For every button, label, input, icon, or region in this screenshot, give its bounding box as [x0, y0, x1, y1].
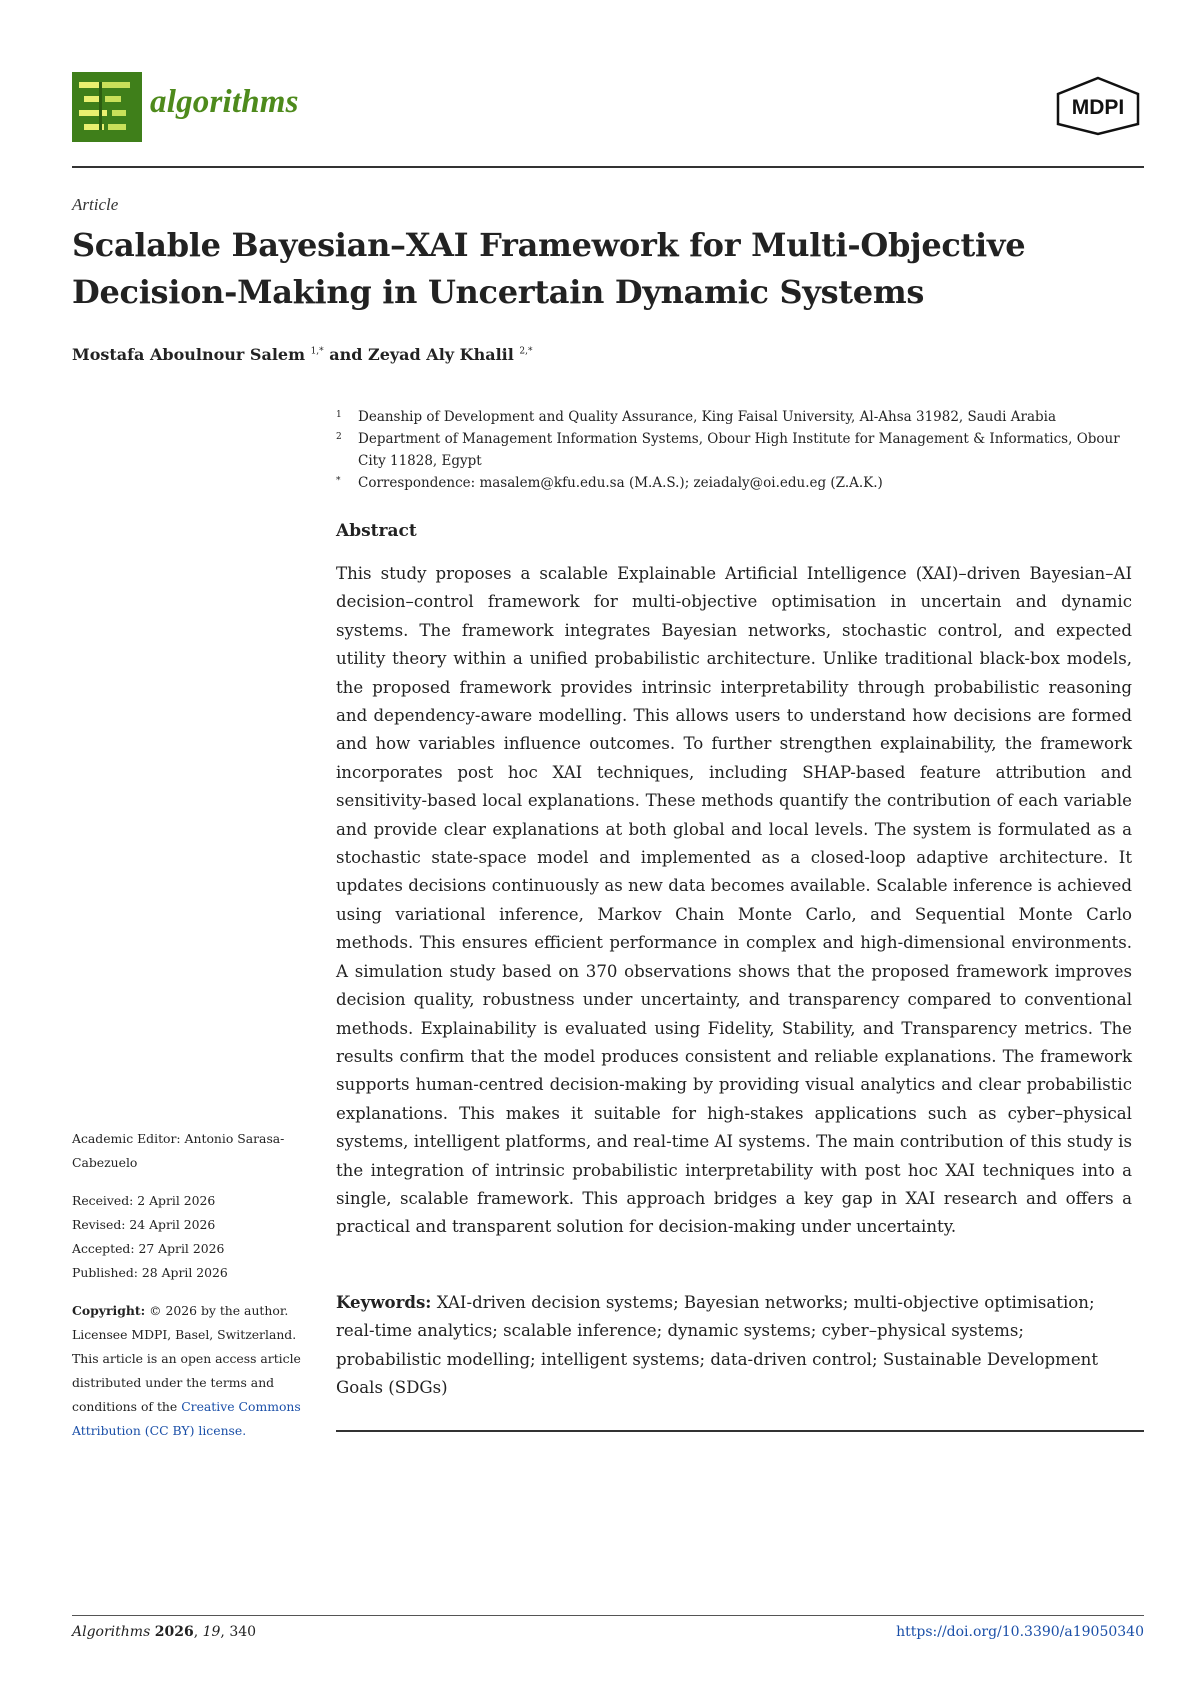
footer-rule [72, 1615, 1144, 1616]
license-link[interactable]: Creative Commons Attribution (CC BY) license. [72, 1399, 301, 1438]
article-info-sidebar [72, 1127, 312, 1443]
journal-name: algorithms [150, 84, 299, 120]
correspondence-text[interactable]: Correspondence: masalem@kfu.edu.sa (M.A.S.); zeiadaly@oi.edu.eg (Z.A.K.) [358, 475, 883, 491]
keywords [336, 1288, 1132, 1403]
copyright-label: Copyright: [72, 1303, 146, 1318]
article-type: Article [72, 195, 119, 214]
doi-link[interactable]: https://doi.org/10.3390/a19050340 [896, 1624, 1144, 1640]
keywords-text: XAI-driven decision systems; Bayesian networks; multi-objective optimisation; real-time analytics; scalable inference; dynamic systems; cyber–physical systems; probabilistic modelling; intelligent systems; data-driven control; Sustainable Development Goals (SDGs) [336, 1293, 1099, 1398]
paper-title: Scalable Bayesian–XAI Framework for Multi-Objective Decision-Making in Uncertain Dynamic Systems [72, 226, 1026, 311]
affiliation-item [336, 428, 1144, 472]
header-rule [72, 166, 1144, 168]
abstract-end-rule [336, 1430, 1144, 1432]
footer-volume: 19 [202, 1624, 221, 1640]
footer-page: 340 [229, 1624, 257, 1640]
copyright-text: © 2026 by the author. Licensee MDPI, Basel, Switzerland. This article is an open access article distributed under the terms and conditions of the [72, 1303, 301, 1414]
affiliation-item [336, 406, 1144, 428]
affiliation-mark: 2 [336, 432, 342, 442]
abstract-body: This study proposes a scalable Explainable Artificial Intelligence (XAI)–driven Bayesian–AI decision–control framework for multi-objective optimisation in uncertain and dynamic systems. The framework integrates Bayesian networks, stochastic control, and expected utility theory within a unified probabilistic architecture. Unlike traditional black-box models, the proposed framework provides intrinsic interpretability through probabilistic reasoning and dependency-aware modelling. This allows users to understand how decisions are formed and how variables influence outcomes. To further strengthen explainability, the framework incorporates post hoc XAI techniques, including SHAP-based feature attribution and sensitivity-based local explanations. These methods quantify the contribution of each variable and provide clear explanations at both global and local levels. The system is formulated as a stochastic state-space model and implemented as a closed-loop adaptive architecture. It updates decisions continuously as new data becomes available. Scalable inference is achieved using variational inference, Markov Chain Monte Carlo, and Sequential Monte Carlo methods. This ensures efficient performance in complex and high-dimensional environments. A simulation study based on 370 observations shows that the proposed framework improves decision quality, robustness under uncertainty, and transparency compared to conventional methods. Explainability is evaluated using Fidelity, Stability, and Transparency metrics. The results confirm that the model produces consistent and reliable explanations. The framework supports human-centred decision-making by providing visual analytics and clear probabilistic explanations. This makes it suitable for high-stakes applications such as cyber–physical systems, intelligent platforms, and real-time AI systems. The main contribution of this study is the integration of intrinsic probabilistic interpretability with post hoc XAI techniques into a single, scalable framework. This approach bridges a key gap in XAI research and offers a practical and transparent solution for decision-making under uncertainty. [336, 564, 1132, 1237]
footer-citation: Algorithms 2026, 19, 340 [72, 1624, 257, 1640]
author-affiliation-mark: 2,* [519, 346, 533, 357]
accepted-date: Accepted: 27 April 2026 [72, 1241, 225, 1256]
footer-year: 2026 [154, 1624, 194, 1640]
author-joiner: and [329, 345, 363, 364]
affiliation-item [336, 472, 1144, 494]
copyright-notice [72, 1299, 312, 1443]
keywords-label: Keywords: [336, 1292, 432, 1312]
published-date: Published: 28 April 2026 [72, 1265, 228, 1280]
affiliation-text: Deanship of Development and Quality Assurance, King Faisal University, Al-Ahsa 31982, Saudi Arabia [358, 409, 1057, 425]
algorithms-journal-logo-icon [72, 72, 142, 142]
publisher-name: MDPI [1071, 96, 1125, 119]
author-list [72, 345, 532, 364]
affiliation-mark: 1 [336, 410, 342, 420]
affiliations [336, 406, 1144, 494]
mdpi-publisher-logo-icon [1052, 76, 1144, 136]
academic-editor: Academic Editor: Antonio Sarasa-Cabezuelo [72, 1131, 285, 1170]
author-affiliation-mark: 1,* [310, 346, 324, 357]
abstract-heading: Abstract [336, 521, 417, 541]
author-name: Mostafa Aboulnour Salem [72, 345, 305, 364]
footer-journal: Algorithms [72, 1624, 151, 1640]
received-date: Received: 2 April 2026 [72, 1193, 216, 1208]
author-name: Zeyad Aly Khalil [368, 345, 514, 364]
affiliation-mark: * [336, 476, 341, 486]
revised-date: Revised: 24 April 2026 [72, 1217, 216, 1232]
affiliation-text: Department of Management Information Systems, Obour High Institute for Management & Informatics, Obour City 11828, Egypt [358, 431, 1120, 469]
